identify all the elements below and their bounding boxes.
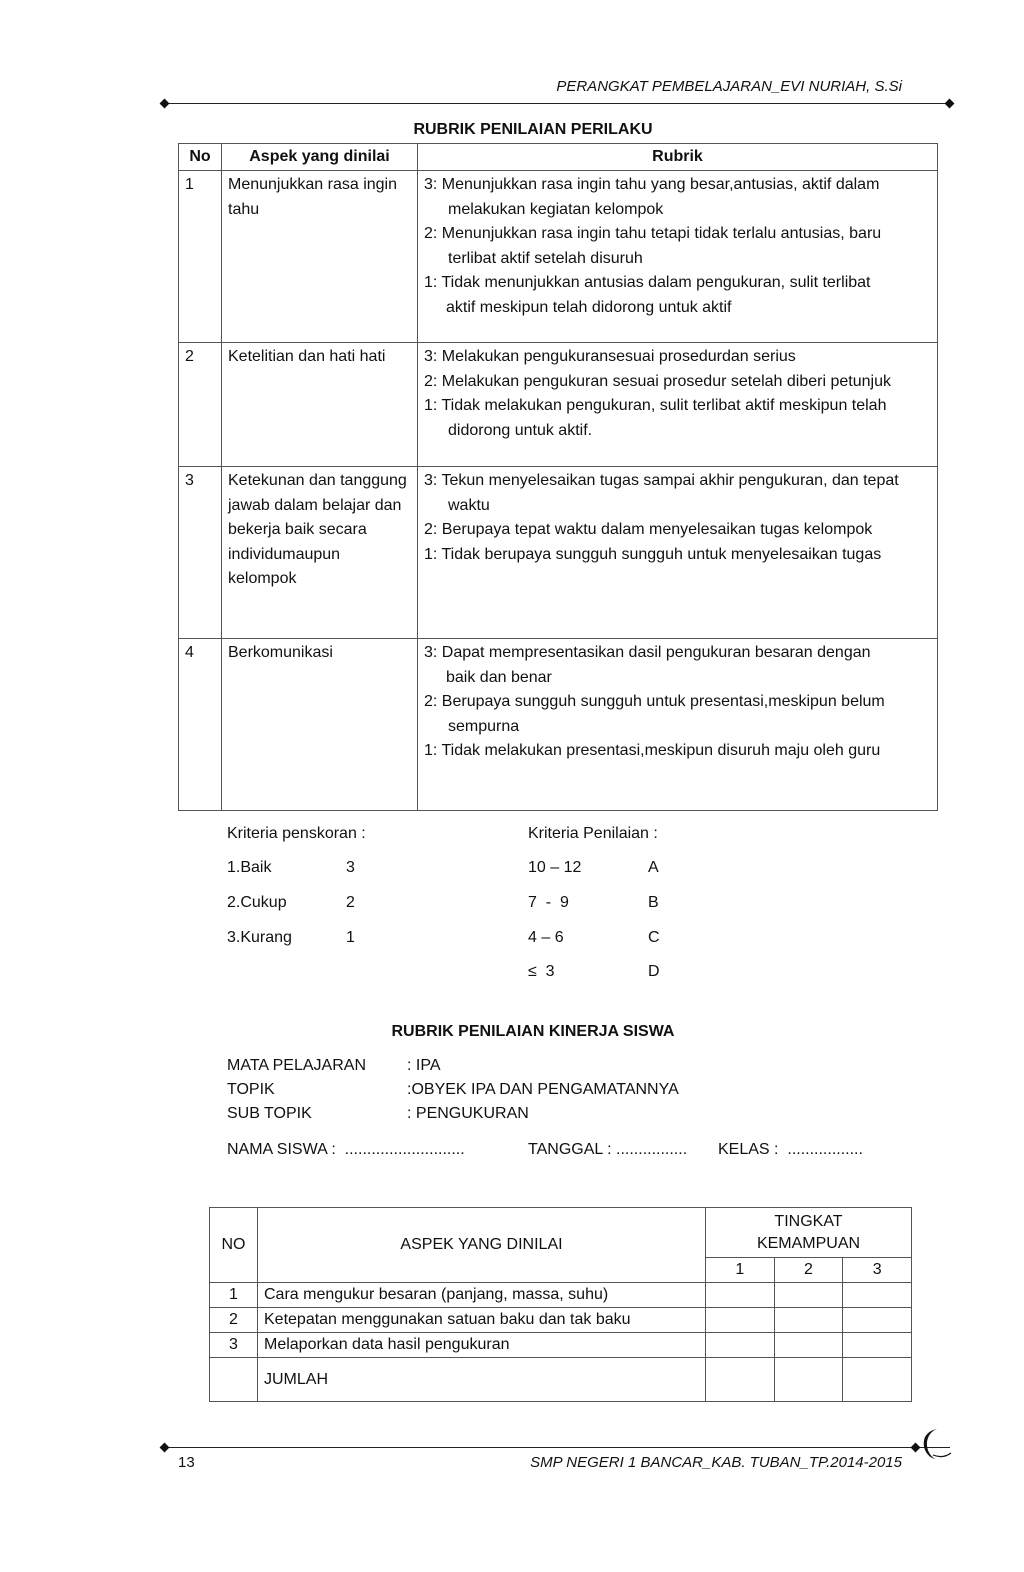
grading-grade: C <box>648 929 660 946</box>
col-aspect-header: Aspek yang dinilai <box>222 144 418 171</box>
table-row <box>210 1283 912 1308</box>
meta-value: : PENGUKURAN <box>407 1105 529 1122</box>
table-row <box>179 343 938 467</box>
scoring-item-score: 3 <box>346 859 355 876</box>
col-no-header: NO <box>210 1208 258 1283</box>
level-header: 2 <box>774 1258 843 1283</box>
col-rubric-header: Rubrik <box>418 144 938 171</box>
rubric-line: 1: Tidak melakukan pengukuran, sulit terlibat aktif meskipun telah didorong untuk aktif. <box>424 397 887 439</box>
rubric-line: baik dan benar <box>446 668 552 686</box>
row-rubric <box>418 467 938 639</box>
level-cell[interactable] <box>843 1308 912 1333</box>
col-no-header: No <box>179 144 222 171</box>
level-cell[interactable] <box>774 1283 843 1308</box>
grading-grade: A <box>648 859 659 876</box>
performance-rubric-table <box>209 1207 912 1402</box>
meta-value: :OBYEK IPA DAN PENGAMATANNYA <box>407 1081 679 1098</box>
scoring-item-score: 1 <box>346 929 355 946</box>
row-no: 1 <box>210 1283 258 1308</box>
footer-rule <box>165 1447 950 1448</box>
row-rubric <box>418 639 938 811</box>
rubric-line: 1: Tidak melakukan presentasi,meskipun disuruh maju oleh guru <box>424 742 881 759</box>
row-rubric <box>418 171 938 343</box>
row-aspect: Ketepatan menggunakan satuan baku dan tak baku <box>258 1308 706 1333</box>
header-rule-left-diamond <box>160 99 170 109</box>
date-field: TANGGAL : ................ <box>528 1141 688 1158</box>
rubric-line: 2: Berupaya tepat waktu dalam menyelesaikan tugas kelompok <box>424 521 873 538</box>
rubric-line: 2: Berupaya sungguh sungguh untuk presentasi,meskipun belum sempurna <box>424 693 885 735</box>
scoring-item-name: 3.Kurang <box>227 929 292 946</box>
page-header: PERANGKAT PEMBELAJARAN_EVI NURIAH, S.Si <box>556 78 902 95</box>
scoring-label: Kriteria penskoran : <box>227 825 366 842</box>
grading-grade: B <box>648 894 659 911</box>
table-header-row <box>179 144 938 171</box>
footer-rule-left-diamond <box>160 1443 170 1453</box>
rubric-line: 1: Tidak berupaya sungguh sungguh untuk menyelesaikan tugas <box>424 545 882 563</box>
rubric-line: 1: Tidak menunjukkan antusias dalam pengukuran, sulit terlibat <box>424 274 871 291</box>
table-row <box>179 171 938 343</box>
level-cell[interactable] <box>843 1283 912 1308</box>
performance-rubric-title: RUBRIK PENILAIAN KINERJA SISWA <box>391 1023 675 1040</box>
row-aspect: Cara mengukur besaran (panjang, massa, suhu) <box>258 1283 706 1308</box>
row-aspect: Ketelitian dan hati hati <box>222 343 418 467</box>
class-field: KELAS : ................. <box>718 1141 863 1158</box>
header-rule <box>165 103 950 104</box>
page-number: 13 <box>178 1454 195 1471</box>
row-aspect: Menunjukkan rasa ingin tahu <box>222 171 418 343</box>
col-level-header: TINGKAT KEMAMPUAN <box>706 1208 912 1258</box>
scoring-item-name: 1.Baik <box>227 859 272 876</box>
level-cell[interactable] <box>774 1358 843 1402</box>
meta-label: SUB TOPIK <box>227 1105 312 1122</box>
level-cell[interactable] <box>774 1333 843 1358</box>
rubric-line: aktif meskipun telah didorong untuk aktif <box>446 298 732 316</box>
table-row <box>210 1333 912 1358</box>
rubric-line: 3: Tekun menyelesaikan tugas sampai akhir pengukuran, dan tepat waktu <box>424 472 899 514</box>
row-no: 3 <box>179 467 222 639</box>
row-no: 2 <box>179 343 222 467</box>
level-cell[interactable] <box>774 1308 843 1333</box>
scoring-item-score: 2 <box>346 894 355 911</box>
table-row <box>210 1308 912 1333</box>
meta-label: MATA PELAJARAN <box>227 1057 366 1074</box>
grading-label: Kriteria Penilaian : <box>528 825 658 842</box>
level-cell[interactable] <box>706 1308 775 1333</box>
total-no-cell <box>210 1358 258 1402</box>
grading-range: 4 – 6 <box>528 929 564 946</box>
level-cell[interactable] <box>706 1333 775 1358</box>
grading-range: 7 - 9 <box>528 894 569 911</box>
level-cell[interactable] <box>843 1333 912 1358</box>
row-no: 3 <box>210 1333 258 1358</box>
row-aspect: Ketekunan dan tanggung jawab dalam belajar dan bekerja baik secara individumaupun kelompok <box>222 467 418 639</box>
level-cell[interactable] <box>706 1358 775 1402</box>
level-header: 1 <box>706 1258 775 1283</box>
rubric-line: 3: Menunjukkan rasa ingin tahu yang besar,antusias, aktif dalam melakukan kegiatan kelompok <box>424 176 880 218</box>
crescent-logo-icon <box>915 1425 955 1465</box>
header-rule-right-diamond <box>945 99 955 109</box>
behavior-rubric-title: RUBRIK PENILAIAN PERILAKU <box>413 121 653 138</box>
row-aspect: Melaporkan data hasil pengukuran <box>258 1333 706 1358</box>
grading-range: ≤ 3 <box>528 963 555 980</box>
table-row <box>179 639 938 811</box>
table-row <box>179 467 938 639</box>
level-header: 3 <box>843 1258 912 1283</box>
rubric-line: 3: Melakukan pengukuransesuai prosedurdan serius <box>424 348 796 365</box>
rubric-line: 2: Menunjukkan rasa ingin tahu tetapi tidak terlalu antusias, baru terlibat aktif setelah disuruh <box>424 225 882 267</box>
table-header-row <box>210 1208 912 1258</box>
total-label: JUMLAH <box>258 1358 706 1402</box>
row-no: 4 <box>179 639 222 811</box>
row-no: 2 <box>210 1308 258 1333</box>
row-rubric <box>418 343 938 467</box>
grading-grade: D <box>648 963 660 980</box>
rubric-line: 3: Dapat mempresentasikan dasil pengukuran besaran dengan <box>424 644 871 661</box>
scoring-item-name: 2.Cukup <box>227 894 287 911</box>
col-aspect-header: ASPEK YANG DINILAI <box>258 1208 706 1283</box>
level-cell[interactable] <box>843 1358 912 1402</box>
row-no: 1 <box>179 171 222 343</box>
footer-text: SMP NEGERI 1 BANCAR_KAB. TUBAN_TP.2014-2015 <box>530 1454 902 1471</box>
rubric-line: 2: Melakukan pengukuran sesuai prosedur setelah diberi petunjuk <box>424 372 891 390</box>
total-row <box>210 1358 912 1402</box>
behavior-rubric-table <box>178 143 938 811</box>
grading-range: 10 – 12 <box>528 859 582 876</box>
student-name-field: NAMA SISWA : ........................... <box>227 1141 465 1158</box>
row-aspect: Berkomunikasi <box>222 639 418 811</box>
meta-value: : IPA <box>407 1057 441 1074</box>
meta-label: TOPIK <box>227 1081 275 1098</box>
level-cell[interactable] <box>706 1283 775 1308</box>
